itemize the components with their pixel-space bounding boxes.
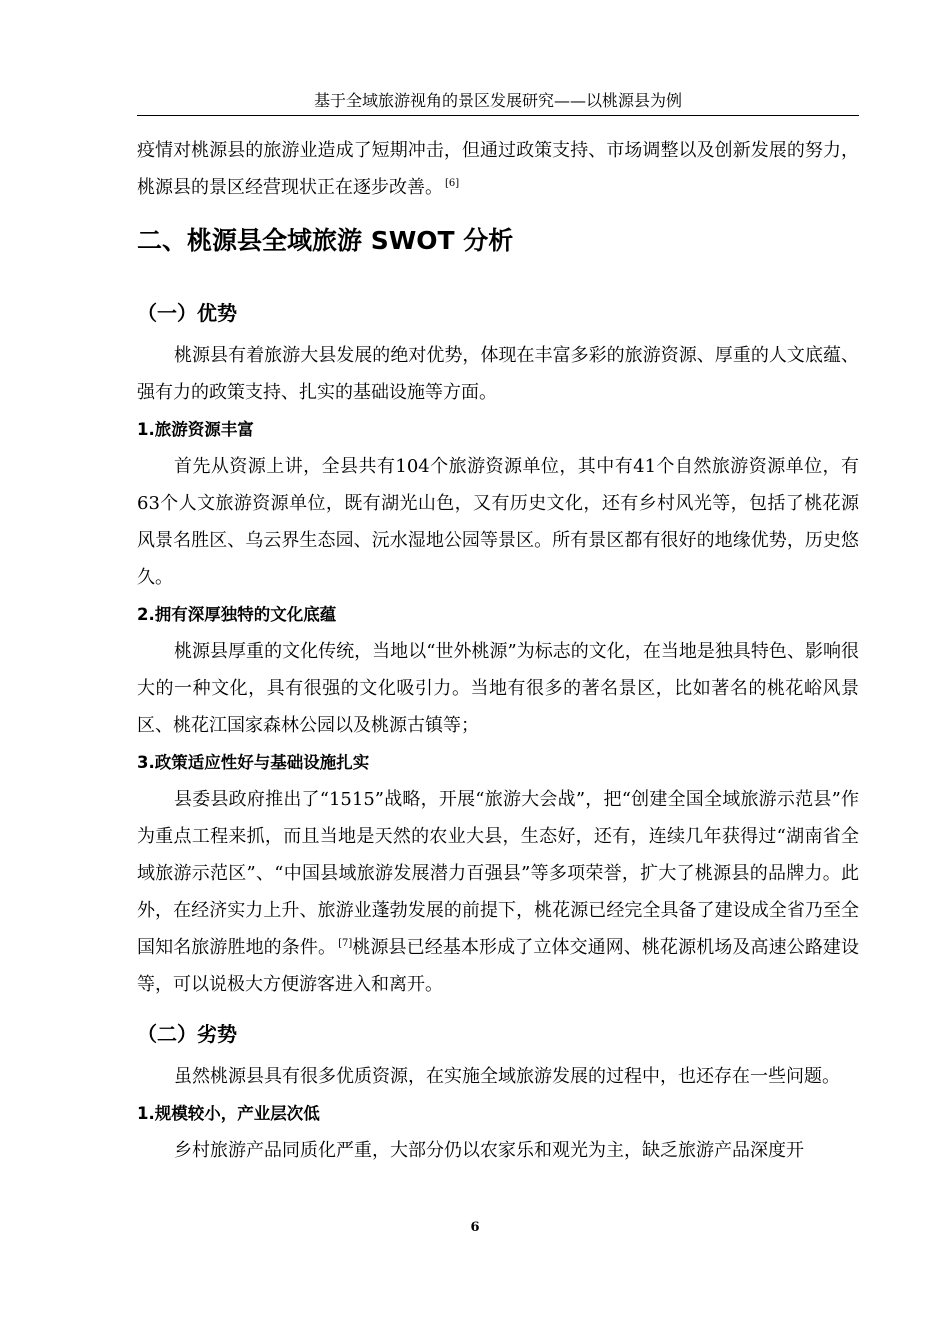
citation-7[interactable]: [7] <box>338 938 353 949</box>
section-heading-swot: 二、桃源县全域旅游 SWOT 分析 <box>137 226 514 255</box>
citation-6[interactable]: [6] <box>445 178 460 189</box>
policy-text-after: 桃源县已经基本形成了立体交通网、桃花源机场及高速公路建设等，可以说极大方便游客进入和离开。 <box>137 937 860 995</box>
intro-paragraph <box>137 132 859 206</box>
header-rule <box>137 115 859 116</box>
policy-text-before: 县委县政府推出了“1515”战略，开展“旅游大会战”，把“创建全国全域旅游示范县”作为重点工程来抓，而且当地是天然的农业大县，生态好，还有，连续几年获得过“湖南省全域旅游示范区”、“中国县域旅游发展潜力百强县”等多项荣誉，扩大了桃源县的品牌力。此外，在经济实力上升、旅游业蓬勃发展的前提下，桃花源已经完全具备了建设成全省乃至全国知名旅游胜地的条件。 <box>137 789 859 958</box>
intro-text: 疫情对桃源县的旅游业造成了短期冲击，但通过政策支持、市场调整以及创新发展的努力，桃源县的景区经营现状正在逐步改善。 <box>137 140 859 198</box>
item-text-resources: 首先从资源上讲，全县共有104个旅游资源单位，其中有41个自然旅游资源单位，有63个人文旅游资源单位，既有湖光山色，又有历史文化，还有乡村风光等，包括了桃花源风景名胜区、乌云界生态园、沅水湿地公园等景区。所有景区都有很好的地缘优势，历史悠久。 <box>137 456 859 588</box>
subsection-heading-advantages: （一）优势 <box>137 301 237 325</box>
page-number: 6 <box>470 1220 480 1235</box>
page-content <box>137 132 859 1169</box>
advantages-intro: 桃源县有着旅游大县发展的绝对优势，体现在丰富多彩的旅游资源、厚重的人文底蕴、强有力的政策支持、扎实的基础设施等方面。 <box>137 345 859 403</box>
item-heading-culture: 2.拥有深厚独特的文化底蕴 <box>137 605 337 624</box>
item-text-policy <box>137 781 859 1003</box>
item-heading-scale: 1.规模较小，产业层次低 <box>137 1104 320 1123</box>
subsection-heading-disadvantages: （二）劣势 <box>137 1022 237 1046</box>
item-heading-policy: 3.政策适应性好与基础设施扎实 <box>137 753 370 772</box>
item-heading-resources: 1.旅游资源丰富 <box>137 420 254 439</box>
item-text-scale: 乡村旅游产品同质化严重，大部分仍以农家乐和观光为主，缺乏旅游产品深度开 <box>174 1140 804 1161</box>
disadvantages-intro: 虽然桃源县具有很多优质资源，在实施全域旅游发展的过程中，也还存在一些问题。 <box>174 1066 840 1087</box>
running-header: 基于全域旅游视角的景区发展研究——以桃源县为例 <box>313 91 682 110</box>
item-text-culture: 桃源县厚重的文化传统，当地以“世外桃源”为标志的文化，在当地是独具特色、影响很大的一种文化，具有很强的文化吸引力。当地有很多的著名景区，比如著名的桃花峪风景区、桃花江国家森林公园以及桃源古镇等； <box>137 641 859 736</box>
